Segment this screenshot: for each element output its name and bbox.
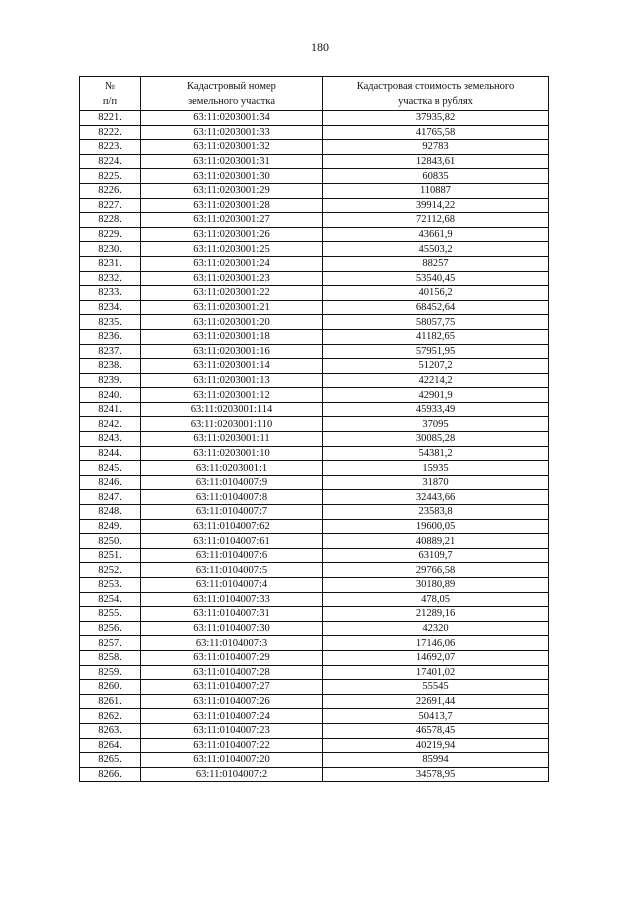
cadastral-number: 63:11:0104007:33	[141, 592, 323, 607]
table-row	[80, 300, 549, 315]
table-row	[80, 417, 549, 432]
row-number: 8239.	[80, 373, 141, 388]
cadastral-value: 40156,2	[323, 286, 549, 301]
cadastral-value: 30085,28	[323, 432, 549, 447]
cadastral-value: 14692,07	[323, 650, 549, 665]
table-row	[80, 169, 549, 184]
cadastral-value: 50413,7	[323, 709, 549, 724]
row-number: 8236.	[80, 329, 141, 344]
cadastral-number: 63:11:0104007:24	[141, 709, 323, 724]
cadastral-value: 92783	[323, 140, 549, 155]
cadastral-value: 42214,2	[323, 373, 549, 388]
row-number: 8257.	[80, 636, 141, 651]
cadastral-number: 63:11:0104007:61	[141, 534, 323, 549]
table-row	[80, 359, 549, 374]
row-number: 8229.	[80, 227, 141, 242]
cadastral-value: 29766,58	[323, 563, 549, 578]
row-number: 8262.	[80, 709, 141, 724]
row-number: 8260.	[80, 680, 141, 695]
cadastral-number: 63:11:0104007:5	[141, 563, 323, 578]
cadastral-value: 23583,8	[323, 505, 549, 520]
table-row	[80, 446, 549, 461]
cadastral-value: 40219,94	[323, 738, 549, 753]
cadastral-value: 53540,45	[323, 271, 549, 286]
row-number: 8255.	[80, 607, 141, 622]
table-row	[80, 578, 549, 593]
row-number: 8222.	[80, 125, 141, 140]
table-row	[80, 344, 549, 359]
row-number: 8253.	[80, 578, 141, 593]
table-row	[80, 227, 549, 242]
cadastral-value: 68452,64	[323, 300, 549, 315]
row-number: 8238.	[80, 359, 141, 374]
header-cadastral-number	[141, 77, 323, 111]
table-row	[80, 680, 549, 695]
cadastral-number: 63:11:0104007:26	[141, 694, 323, 709]
cadastral-value: 17146,06	[323, 636, 549, 651]
table-row	[80, 475, 549, 490]
cadastral-number: 63:11:0203001:30	[141, 169, 323, 184]
cadastral-value: 41765,58	[323, 125, 549, 140]
cadastral-number: 63:11:0203001:114	[141, 402, 323, 417]
cadastral-value: 58057,75	[323, 315, 549, 330]
cadastral-value: 51207,2	[323, 359, 549, 374]
table-row	[80, 723, 549, 738]
cadastral-value: 34578,95	[323, 767, 549, 782]
page-number: 180	[311, 40, 329, 54]
table-row	[80, 461, 549, 476]
cadastral-value: 19600,05	[323, 519, 549, 534]
cadastral-value: 30180,89	[323, 578, 549, 593]
table-row	[80, 709, 549, 724]
cadastral-number: 63:11:0203001:13	[141, 373, 323, 388]
cadastral-number: 63:11:0104007:23	[141, 723, 323, 738]
table-row	[80, 694, 549, 709]
cadastral-number: 63:11:0104007:30	[141, 621, 323, 636]
row-number: 8226.	[80, 183, 141, 198]
header-value-line2: участка в рублях	[398, 95, 473, 107]
table-row	[80, 242, 549, 257]
cadastral-value: 31870	[323, 475, 549, 490]
table-row	[80, 271, 549, 286]
row-number: 8256.	[80, 621, 141, 636]
cadastral-number: 63:11:0203001:25	[141, 242, 323, 257]
cadastral-number: 63:11:0203001:21	[141, 300, 323, 315]
row-number: 8251.	[80, 548, 141, 563]
row-number: 8221.	[80, 111, 141, 126]
cadastral-number: 63:11:0203001:22	[141, 286, 323, 301]
cadastral-value: 46578,45	[323, 723, 549, 738]
cadastral-value: 60835	[323, 169, 549, 184]
cadastral-value: 41182,65	[323, 329, 549, 344]
cadastral-value: 54381,2	[323, 446, 549, 461]
cadastral-value: 22691,44	[323, 694, 549, 709]
table-row	[80, 198, 549, 213]
row-number: 8242.	[80, 417, 141, 432]
cadastral-number: 63:11:0104007:9	[141, 475, 323, 490]
header-number-line2: п/п	[102, 95, 118, 107]
cadastral-value: 55545	[323, 680, 549, 695]
row-number: 8241.	[80, 402, 141, 417]
cadastral-value: 40889,21	[323, 534, 549, 549]
cadastral-number: 63:11:0203001:32	[141, 140, 323, 155]
table-row	[80, 767, 549, 782]
table-row	[80, 548, 549, 563]
cadastral-number: 63:11:0104007:3	[141, 636, 323, 651]
row-number: 8233.	[80, 286, 141, 301]
table-row	[80, 183, 549, 198]
cadastral-number: 63:11:0203001:28	[141, 198, 323, 213]
cadastral-number: 63:11:0104007:4	[141, 578, 323, 593]
cadastral-number: 63:11:0203001:12	[141, 388, 323, 403]
cadastral-number: 63:11:0104007:29	[141, 650, 323, 665]
cadastral-number: 63:11:0203001:14	[141, 359, 323, 374]
cadastral-number: 63:11:0203001:29	[141, 183, 323, 198]
cadastral-number: 63:11:0104007:22	[141, 738, 323, 753]
row-number: 8235.	[80, 315, 141, 330]
table-row	[80, 665, 549, 680]
cadastral-value: 42320	[323, 621, 549, 636]
row-number: 8259.	[80, 665, 141, 680]
cadastral-number: 63:11:0203001:110	[141, 417, 323, 432]
cadastral-number: 63:11:0203001:27	[141, 213, 323, 228]
row-number: 8249.	[80, 519, 141, 534]
header-cadastral-value	[323, 77, 549, 111]
cadastral-value: 42901,9	[323, 388, 549, 403]
cadastral-number: 63:11:0203001:26	[141, 227, 323, 242]
table-row	[80, 519, 549, 534]
cadastral-value: 478,05	[323, 592, 549, 607]
row-number: 8227.	[80, 198, 141, 213]
header-number-line1: №	[104, 80, 116, 92]
cadastral-value-table	[79, 76, 549, 782]
row-number: 8265.	[80, 753, 141, 768]
row-number: 8224.	[80, 154, 141, 169]
header-cadastral-line1: Кадастровый номер	[187, 80, 276, 92]
table-row	[80, 140, 549, 155]
row-number: 8225.	[80, 169, 141, 184]
row-number: 8237.	[80, 344, 141, 359]
table-row	[80, 738, 549, 753]
table-row	[80, 402, 549, 417]
row-number: 8254.	[80, 592, 141, 607]
table-row	[80, 607, 549, 622]
row-number: 8252.	[80, 563, 141, 578]
table-row	[80, 315, 549, 330]
cadastral-value: 45503,2	[323, 242, 549, 257]
cadastral-value: 88257	[323, 256, 549, 271]
table-row	[80, 373, 549, 388]
table-row	[80, 753, 549, 768]
cadastral-value: 45933,49	[323, 402, 549, 417]
header-cadastral-line2: земельного участка	[188, 95, 275, 107]
cadastral-value: 17401,02	[323, 665, 549, 680]
cadastral-number: 63:11:0203001:31	[141, 154, 323, 169]
cadastral-value: 15935	[323, 461, 549, 476]
table-header-row	[80, 77, 549, 111]
row-number: 8245.	[80, 461, 141, 476]
table-row	[80, 621, 549, 636]
cadastral-value: 39914,22	[323, 198, 549, 213]
row-number: 8228.	[80, 213, 141, 228]
cadastral-number: 63:11:0203001:11	[141, 432, 323, 447]
cadastral-value: 12843,61	[323, 154, 549, 169]
table-row	[80, 213, 549, 228]
cadastral-number: 63:11:0203001:20	[141, 315, 323, 330]
cadastral-value: 63109,7	[323, 548, 549, 563]
cadastral-value: 72112,68	[323, 213, 549, 228]
row-number: 8231.	[80, 256, 141, 271]
row-number: 8250.	[80, 534, 141, 549]
row-number: 8246.	[80, 475, 141, 490]
row-number: 8266.	[80, 767, 141, 782]
cadastral-number: 63:11:0104007:7	[141, 505, 323, 520]
cadastral-number: 63:11:0104007:2	[141, 767, 323, 782]
cadastral-number: 63:11:0104007:20	[141, 753, 323, 768]
table-row	[80, 256, 549, 271]
header-value-line1: Кадастровая стоимость земельного	[356, 80, 515, 92]
table-row	[80, 432, 549, 447]
row-number: 8223.	[80, 140, 141, 155]
cadastral-number: 63:11:0203001:23	[141, 271, 323, 286]
table-row	[80, 329, 549, 344]
row-number: 8243.	[80, 432, 141, 447]
table-row	[80, 505, 549, 520]
cadastral-number: 63:11:0203001:18	[141, 329, 323, 344]
table-row	[80, 534, 549, 549]
cadastral-value: 37935,82	[323, 111, 549, 126]
cadastral-number: 63:11:0203001:34	[141, 111, 323, 126]
row-number: 8264.	[80, 738, 141, 753]
cadastral-number: 63:11:0104007:62	[141, 519, 323, 534]
cadastral-value: 110887	[323, 183, 549, 198]
table-row	[80, 154, 549, 169]
cadastral-number: 63:11:0104007:31	[141, 607, 323, 622]
row-number: 8263.	[80, 723, 141, 738]
cadastral-value: 85994	[323, 753, 549, 768]
row-number: 8247.	[80, 490, 141, 505]
row-number: 8244.	[80, 446, 141, 461]
header-number	[80, 77, 141, 111]
table-row	[80, 563, 549, 578]
row-number: 8232.	[80, 271, 141, 286]
cadastral-number: 63:11:0203001:16	[141, 344, 323, 359]
table-row	[80, 592, 549, 607]
table-row	[80, 125, 549, 140]
cadastral-value: 32443,66	[323, 490, 549, 505]
row-number: 8240.	[80, 388, 141, 403]
cadastral-number: 63:11:0104007:6	[141, 548, 323, 563]
cadastral-number: 63:11:0203001:1	[141, 461, 323, 476]
table-body	[80, 111, 549, 782]
row-number: 8234.	[80, 300, 141, 315]
row-number: 8248.	[80, 505, 141, 520]
row-number: 8261.	[80, 694, 141, 709]
cadastral-number: 63:11:0104007:27	[141, 680, 323, 695]
table-row	[80, 636, 549, 651]
cadastral-value: 57951,95	[323, 344, 549, 359]
cadastral-number: 63:11:0104007:8	[141, 490, 323, 505]
cadastral-number: 63:11:0203001:33	[141, 125, 323, 140]
table-row	[80, 286, 549, 301]
table-row	[80, 388, 549, 403]
cadastral-number: 63:11:0203001:24	[141, 256, 323, 271]
cadastral-value: 21289,16	[323, 607, 549, 622]
cadastral-value: 37095	[323, 417, 549, 432]
table-row	[80, 111, 549, 126]
cadastral-value: 43661,9	[323, 227, 549, 242]
cadastral-number: 63:11:0203001:10	[141, 446, 323, 461]
table-row	[80, 650, 549, 665]
cadastral-number: 63:11:0104007:28	[141, 665, 323, 680]
row-number: 8230.	[80, 242, 141, 257]
row-number: 8258.	[80, 650, 141, 665]
table-row	[80, 490, 549, 505]
